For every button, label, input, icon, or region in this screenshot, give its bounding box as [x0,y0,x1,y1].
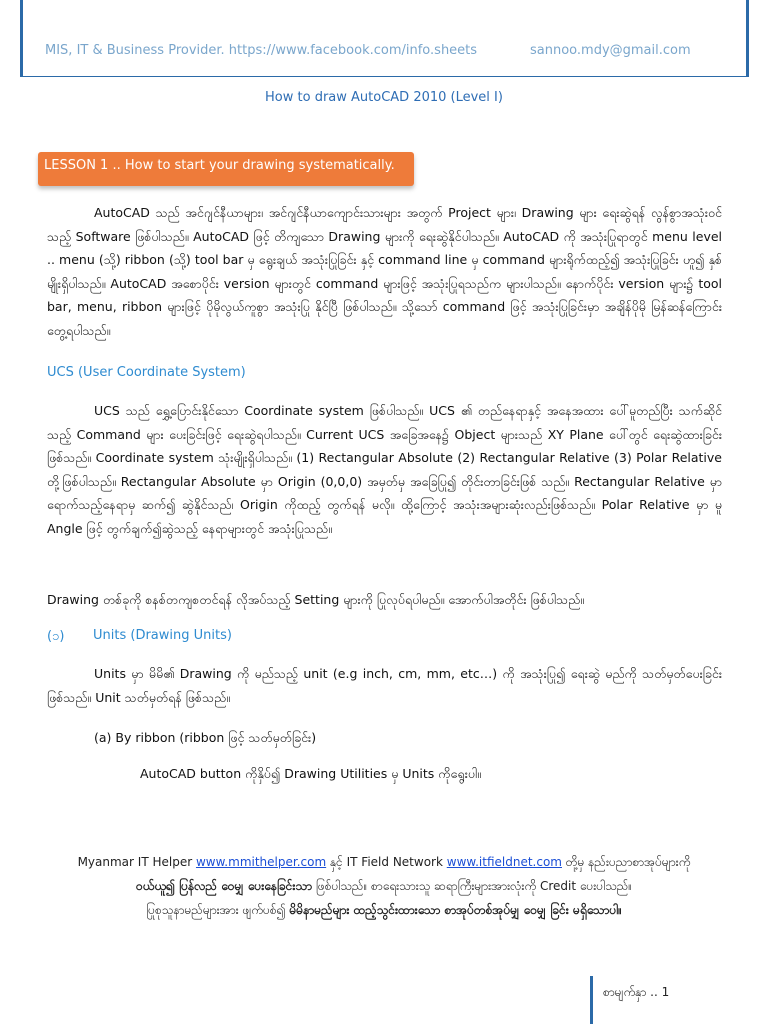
units-paragraph [47,662,722,709]
drawing-setup-text: Drawing တစ်ခုကို စနစ်တကျစတင်ရန် လိုအပ်သည့် Setting များကို ပြုလုပ်ရပါမည်။ အောက်ပါအတိုင်း ဖြစ်ပါသည်။ [47,592,585,607]
ribbon-item [94,726,694,750]
footer-line-2 [0,874,768,898]
footer-bold-text: မိမိနာမည်များ ထည့်သွင်းထားသော စာအုပ်တစ်အုပ်မျှ ဝေမျှ ခြင်း မရှိသောပါ။ [289,903,622,917]
ucs-heading: UCS (User Coordinate System) [47,365,246,380]
mmithelper-link[interactable]: www.mmithelper.com [195,855,327,869]
footer-line-3 [0,898,768,922]
header-frame-right [746,0,749,76]
intro-text: AutoCAD သည် အင်ဂျင်နီယာများ၊ အင်ဂျင်နီယာကျောင်းသားများ အတွက် Project များ၊ Drawing များ ရေးဆွဲရန် လွန်စွာအသုံးဝင်သည့် Software ဖြစ်ပါသည်။ AutoCAD ဖြင့် တိကျသော Drawing များကို ရေးဆွဲနိုင်ပါသည်။ AutoCAD ကို အသုံးပြုရာတွင် menu level .. menu (သို့) ribbon (သို့) tool bar မှ ရွေးချယ် အသုံးပြုခြင်း နှင့် command line မှ command များရိုက်ထည့်၍ အသုံးပြုခြင်း ဟူ၍ နှစ်မျိုးရှိပါသည်။ AutoCAD အစောပိုင်း version များတွင် command များဖြင့် အသုံးပြုရသည်က များပါသည်။ နောက်ပိုင်း version များ၌ tool bar, menu, ribbon များဖြင့် ပိုမိုလွယ်ကူစွာ အသုံးပြု နိုင်ပြီ ဖြစ်ပါသည်။ သို့သော် command ဖြင့် အသုံးပြုခြင်းမှာ အချိန်ပိုမို မြန်ဆန်ကြောင်း တွေ့ရပါသည်။ [47,205,722,338]
footer-text: ပြုစုသူနာမည်များအား ဖျက်ပစ်၍ [146,903,290,917]
lesson-title: LESSON 1 .. How to start your drawing systematically. [44,158,395,173]
ribbon-step-text: AutoCAD button ကိုနှိပ်၍ Drawing Utilities မှ Units ကိုရွေးပါ။ [140,766,481,781]
footer-text: ဖြစ်ပါသည်။ စာရေးသားသူ ဆရာကြီးများအားလုံးကို Credit ပေးပါသည်။ [312,879,633,893]
footer-text: တို့မှ နည်းပညာစာအုပ်များကို [561,855,691,869]
units-text: Units မှာ မိမိ၏ Drawing ကို မည်သည့် unit (e.g inch, cm, mm, etc…) ကို အသုံးပြု၍ ရေးဆွဲ မည်ကို သတ်မှတ်ပေးခြင်း ဖြစ်သည်။ Unit သတ်မှတ်ရန် ဖြစ်သည်။ [47,666,722,705]
itfieldnet-link[interactable]: www.itfieldnet.com [446,855,562,869]
footer-bold-text: ဝယ်ယူ၍ ပြန်လည် ဝေမျှ ပေးနေခြင်းသာ [135,879,313,893]
header-rule [20,76,749,77]
ucs-text: UCS သည် ရွှေ့ပြောင်းနိုင်သော Coordinate system ဖြစ်ပါသည်။ UCS ၏ တည်နေရာနှင့် အနေအထား ပေါ်မူတည်ပြီး သက်ဆိုင်သည့် Command များ ပေးခြင်းဖြင့် ရေးဆွဲရပါသည်။ Current UCS အခြေအနေ၌ Object များသည် XY Plane ပေါ်တွင် ရေးဆွဲထားခြင်းဖြစ်သည်။ Coordinate system သုံးမျိုးရှိပါသည်။ (1) Rectangular Absolute (2) Rectangular Relative (3) Polar Relative တို့ဖြစ်ပါသည်။ Rectangular Absolute မှာ Origin (0,0,0) အမှတ်မှ အခြေပြု၍ တိုင်းတာခြင်းဖြစ် သည်။ Rectangular Relative မှာ ရောက်သည့်နေရာမှ ဆက်၍ ဆွဲနိုင်သည်၊ Origin ကိုထည့် တွက်ရန် မလို။ ထို့ကြောင့် အသုံးအများဆုံးလည်းဖြစ်သည်။ Polar Relative မှာ မူ Angle ဖြင့် တွက်ချက်၍ဆွဲသည့် နေရာများတွင် အသုံးပြုသည်။ [47,403,722,536]
header-provider: MIS, IT & Business Provider. https://www.facebook.com/info.sheets [45,43,478,58]
page-number-rule [590,976,593,1024]
footer-line-1 [0,850,768,874]
footer-text: နှင့် IT Field Network [326,855,447,869]
units-number: (၁) [47,629,65,644]
intro-paragraph [47,201,722,342]
header-frame-left [20,0,23,76]
document-title: How to draw AutoCAD 2010 (Level I) [265,90,503,105]
footer-text: Myanmar IT Helper [77,855,196,869]
ribbon-item-text: (a) By ribbon (ribbon ဖြင့် သတ်မှတ်ခြင်း) [94,730,317,745]
ucs-paragraph [47,399,722,540]
units-heading: Units (Drawing Units) [93,628,232,643]
lesson-banner [38,152,414,186]
ribbon-step [140,762,700,786]
header-email: sannoo.mdy@gmail.com [530,43,691,58]
footer-credits [0,850,768,922]
drawing-setup-paragraph [47,588,722,612]
page-number: စာမျက်နှာ .. 1 [603,985,670,999]
